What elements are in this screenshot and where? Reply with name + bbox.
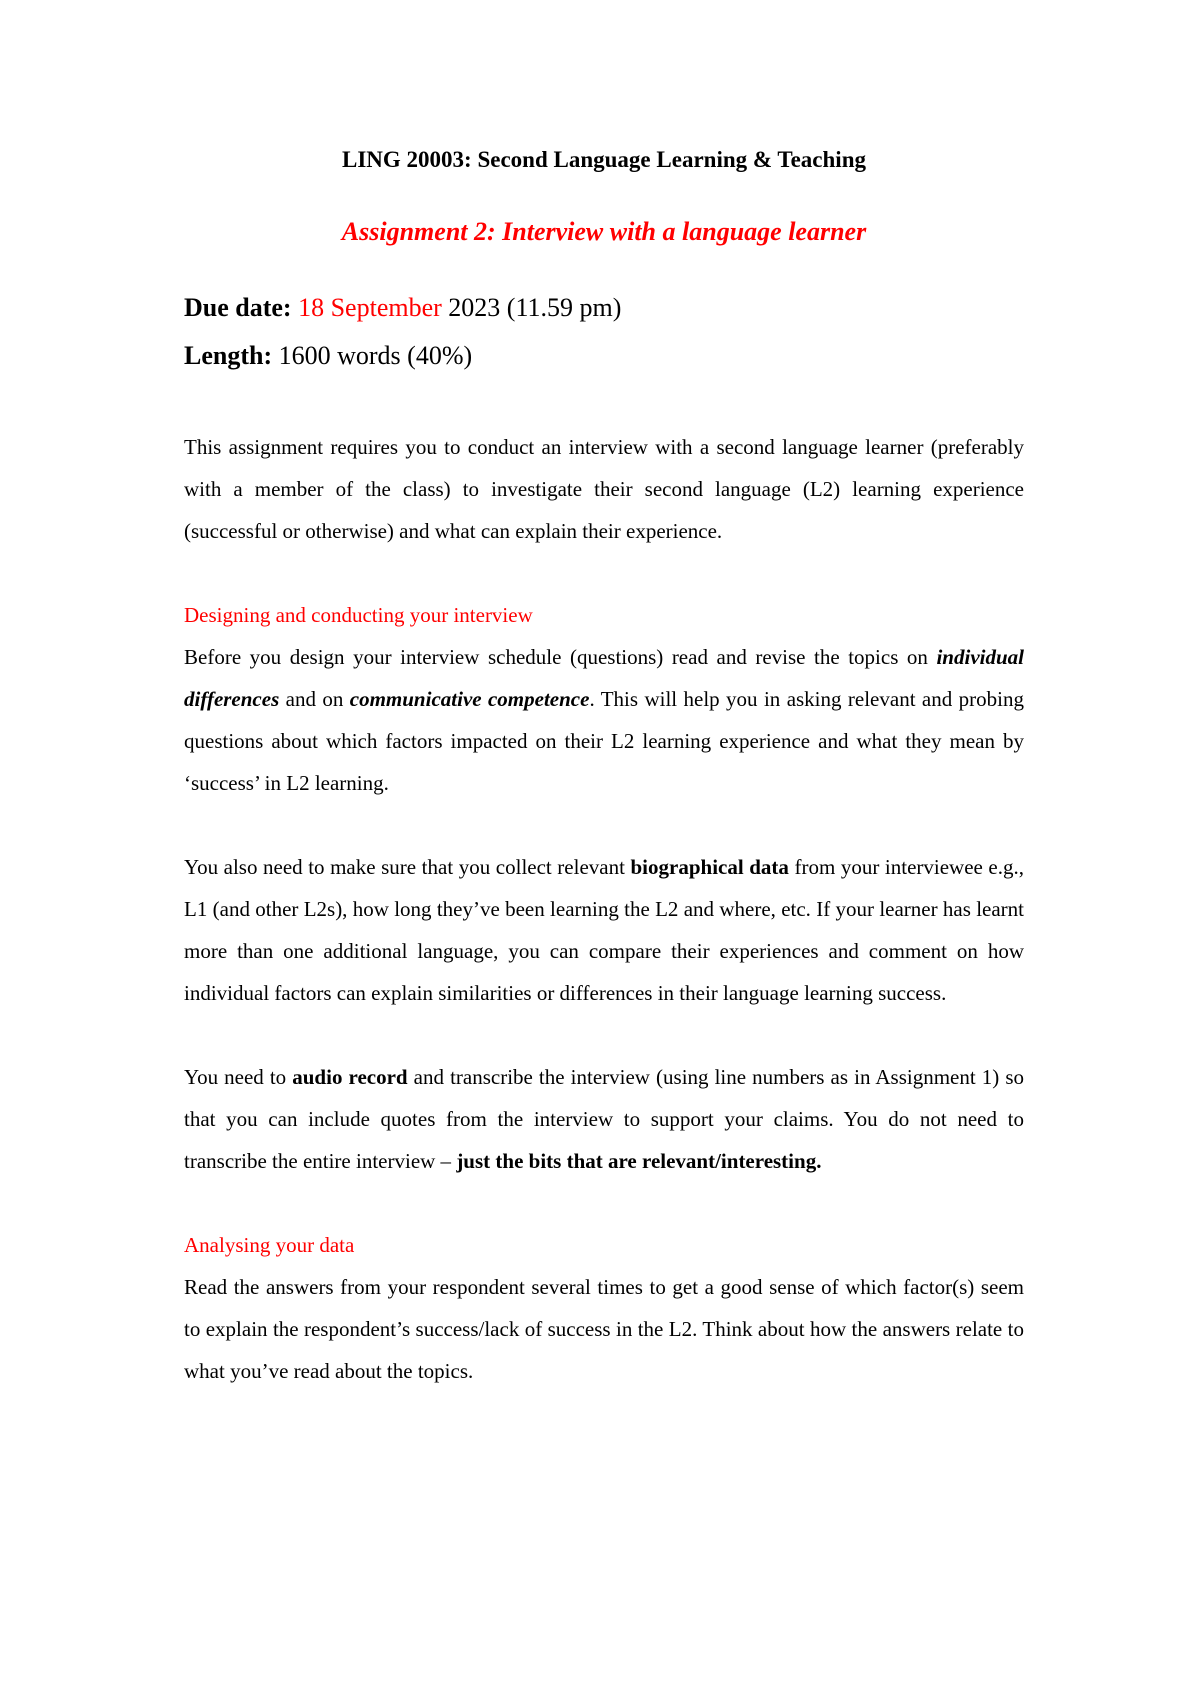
designing-paragraph-1 xyxy=(184,636,1024,804)
course-title: LING 20003: Second Language Learning & Teaching xyxy=(342,147,866,172)
length-line xyxy=(184,332,1024,380)
text-run: from your interviewee e.g., L1 (and other L2s), how long they’ve been learning the L2 and where, etc. If your learner has learnt more than one additional language, you can compare their experiences and comment on how individual factors can explain similarities or differences in their language learning success. xyxy=(184,855,1024,1005)
text-run: and on xyxy=(279,687,350,711)
designing-paragraph-2 xyxy=(184,846,1024,1014)
designing-paragraph-3 xyxy=(184,1056,1024,1182)
assignment-title: Assignment 2: Interview with a language learner xyxy=(341,217,867,246)
due-date-line xyxy=(184,284,1024,332)
emphasis-communicative-competence: communicative competence xyxy=(349,687,590,711)
text-run: . This will help you in asking relevant and probing questions about which factors impacted on their L2 learning experience and what they mean by ‘success’ in L2 learning. xyxy=(184,687,1024,795)
text-run: You need to xyxy=(184,1065,293,1089)
emphasis-audio-record: audio record xyxy=(292,1065,408,1089)
emphasis-biographical-data: biographical data xyxy=(630,855,789,879)
due-date-day: 18 September xyxy=(298,293,442,322)
document-content xyxy=(184,140,1024,1392)
length-label: Length: xyxy=(184,341,273,370)
emphasis-individual-differences: individual differences xyxy=(184,645,1024,711)
text-run: and transcribe the interview (using line numbers as in Assignment 1) so that you can include quotes from the interview to support your claims. You do not need to transcribe the entire interview – xyxy=(184,1065,1024,1173)
section-heading-designing: Designing and conducting your interview xyxy=(184,603,533,627)
text-run: You also need to make sure that you collect relevant xyxy=(184,855,631,879)
section-heading-analysing: Analysing your data xyxy=(184,1233,355,1257)
due-date-label: Due date: xyxy=(184,293,292,322)
due-date-rest: 2023 (11.59 pm) xyxy=(448,293,622,322)
analysing-paragraph-1: Read the answers from your respondent several times to get a good sense of which factor(s) seem to explain the respondent’s success/lack of success in the L2. Think about how the answers relate to what you’ve read about the topics. xyxy=(184,1275,1024,1383)
intro-paragraph: This assignment requires you to conduct an interview with a second language learner (preferably with a member of the class) to investigate their second language (L2) learning experience (successful or otherwise) and what can explain their experience. xyxy=(184,435,1024,543)
emphasis-relevant-bits: just the bits that are relevant/interesting. xyxy=(456,1149,822,1173)
length-value: 1600 words (40%) xyxy=(278,341,473,370)
text-run: Before you design your interview schedule (questions) read and revise the topics on xyxy=(184,645,937,669)
